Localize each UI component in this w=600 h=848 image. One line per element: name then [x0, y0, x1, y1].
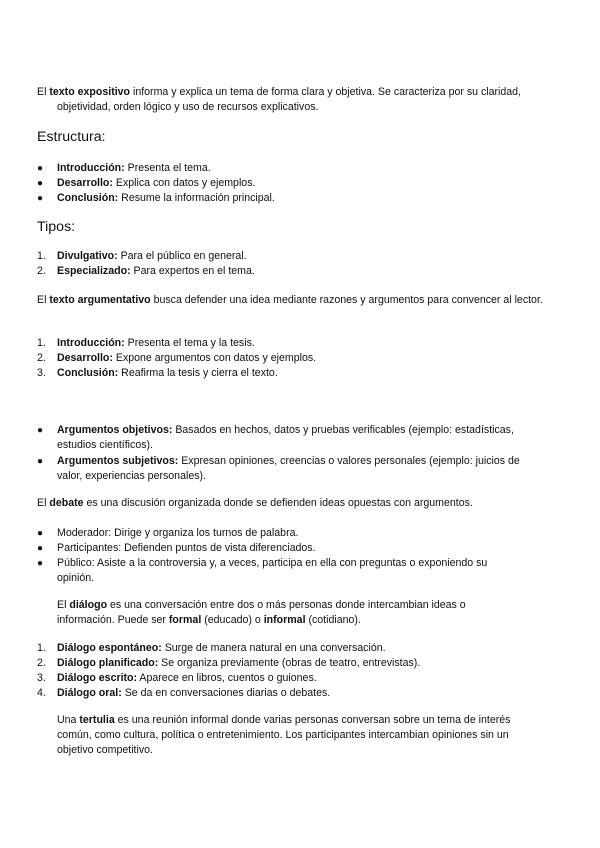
item-label: Diálogo planificado:: [57, 657, 159, 669]
tertulia-pre: Una: [57, 714, 80, 726]
bullet-icon: ●: [37, 163, 44, 174]
bullet-icon: ●: [37, 193, 44, 204]
item-number: 2.: [37, 352, 46, 364]
item-text: Se organiza previamente (obras de teatro, entrevistas).: [158, 657, 421, 669]
tertulia-term: tertulia: [79, 714, 115, 726]
item-text: Público: Asiste a la controversia y, a veces, participa en ella con preguntas o exponiendo su opinión.: [57, 557, 488, 584]
item-label: Desarrollo:: [57, 177, 113, 189]
dialogo-term: diálogo: [69, 599, 108, 611]
item-label: Diálogo espontáneo:: [57, 642, 162, 654]
bullet-icon: ●: [37, 456, 44, 467]
item-text: Presenta el tema y la tesis.: [124, 337, 255, 349]
argumentativo-item: [37, 336, 557, 351]
item-text: Expone argumentos con datos y ejemplos.: [112, 352, 317, 364]
item-label: Argumentos subjetivos:: [57, 455, 179, 467]
item-label: Introducción:: [57, 337, 125, 349]
dialogo-text-2: (educado) o: [201, 614, 264, 626]
estructura-item: [37, 161, 557, 176]
item-label: Desarrollo:: [57, 352, 113, 364]
item-text: Se da en conversaciones diarias o debates.: [121, 687, 331, 699]
argumentativo-item: [37, 351, 557, 366]
bullet-icon: ●: [37, 558, 44, 569]
dialogo-paragraph: [57, 598, 517, 628]
dialogo-text-3: (cotidiano).: [305, 614, 361, 626]
dialogo-item: [37, 671, 557, 686]
item-text: Participantes: Defienden puntos de vista diferenciados.: [57, 542, 316, 554]
expositivo-text: informa y explica un tema de forma clara y objetiva. Se caracteriza por su claridad, objetividad, orden lógico y uso de recursos explicativos.: [57, 86, 522, 113]
item-text: Para expertos en el tema.: [130, 265, 255, 277]
item-label: Conclusión:: [57, 192, 119, 204]
dialogo-item: [37, 656, 557, 671]
expositivo-paragraph: [37, 85, 567, 115]
dialogo-formal: formal: [168, 614, 202, 626]
debate-pre: El: [37, 497, 50, 509]
item-label: Conclusión:: [57, 367, 119, 379]
bullet-icon: ●: [37, 528, 44, 539]
tipos-item: [37, 264, 557, 279]
estructura-list: [37, 161, 557, 206]
expositivo-pre: El: [37, 86, 50, 98]
debate-paragraph: [37, 496, 557, 511]
item-label: Diálogo oral:: [57, 687, 122, 699]
item-label: Especializado:: [57, 265, 131, 277]
argumentos-list: [37, 423, 527, 484]
estructura-heading: Estructura:: [37, 129, 106, 145]
expositivo-term: texto expositivo: [49, 86, 131, 98]
item-label: Argumentos objetivos:: [57, 424, 173, 436]
item-text: Basados en hechos, datos y pruebas verificables (ejemplo: estadísticas, estudios científicos).: [57, 424, 514, 451]
debate-item: [37, 526, 527, 541]
dialogo-pre: El: [57, 599, 70, 611]
dialogo-list: [37, 641, 557, 701]
dialogo-item: [37, 641, 557, 656]
argumentativo-pre: El: [37, 294, 50, 306]
item-number: 1.: [37, 250, 46, 262]
item-number: 1.: [37, 337, 46, 349]
tipos-heading: Tipos:: [37, 219, 76, 235]
item-text: Resume la información principal.: [118, 192, 275, 204]
item-number: 2.: [37, 657, 46, 669]
dialogo-item: [37, 686, 557, 701]
tipos-list: [37, 249, 557, 279]
debate-text: es una discusión organizada donde se defienden ideas opuestas con argumentos.: [83, 497, 473, 509]
tertulia-paragraph: [57, 713, 517, 758]
argumentativo-text: busca defender una idea mediante razones y argumentos para convencer al lector.: [150, 294, 543, 306]
argumentativo-item: [37, 366, 557, 381]
estructura-item: [37, 176, 557, 191]
dialogo-text: es una conversación entre dos o más personas donde intercambian ideas o información. Puede ser: [57, 599, 466, 626]
item-label: Introducción:: [57, 162, 125, 174]
item-label: Diálogo escrito:: [57, 672, 138, 684]
item-number: 3.: [37, 367, 46, 379]
argumentativo-list: [37, 336, 557, 381]
bullet-icon: ●: [37, 178, 44, 189]
debate-term: debate: [49, 497, 84, 509]
item-text: Reafirma la tesis y cierra el texto.: [118, 367, 278, 379]
argumentativo-paragraph: [37, 293, 567, 308]
tipos-item: [37, 249, 557, 264]
item-number: 3.: [37, 672, 46, 684]
estructura-item: [37, 191, 557, 206]
item-text: Presenta el tema.: [124, 162, 211, 174]
dialogo-informal: informal: [263, 614, 306, 626]
argumentos-item: [37, 423, 527, 453]
item-label: Divulgativo:: [57, 250, 118, 262]
tertulia-text: es una reunión informal donde varias personas conversan sobre un tema de interés común, como cultura, política o entretenimiento. Los participantes intercambian opiniones sin un objetivo competitivo.: [57, 714, 511, 756]
item-text: Explica con datos y ejemplos.: [112, 177, 256, 189]
bullet-icon: ●: [37, 543, 44, 554]
item-text: Aparece en libros, cuentos o guiones.: [137, 672, 317, 684]
debate-item: [37, 541, 527, 556]
item-number: 2.: [37, 265, 46, 277]
item-text: Surge de manera natural en una conversación.: [161, 642, 386, 654]
item-number: 1.: [37, 642, 46, 654]
argumentativo-term: texto argumentativo: [49, 294, 151, 306]
item-text: Expresan opiniones, creencias o valores personales (ejemplo: juicios de valor, experiencias personales).: [57, 455, 520, 482]
item-text: Para el público en general.: [117, 250, 247, 262]
debate-list: [37, 526, 527, 586]
item-text: Moderador: Dirige y organiza los turnos de palabra.: [57, 527, 299, 539]
debate-item: [37, 556, 527, 586]
argumentos-item: [37, 454, 527, 484]
item-number: 4.: [37, 687, 46, 699]
bullet-icon: ●: [37, 425, 44, 436]
